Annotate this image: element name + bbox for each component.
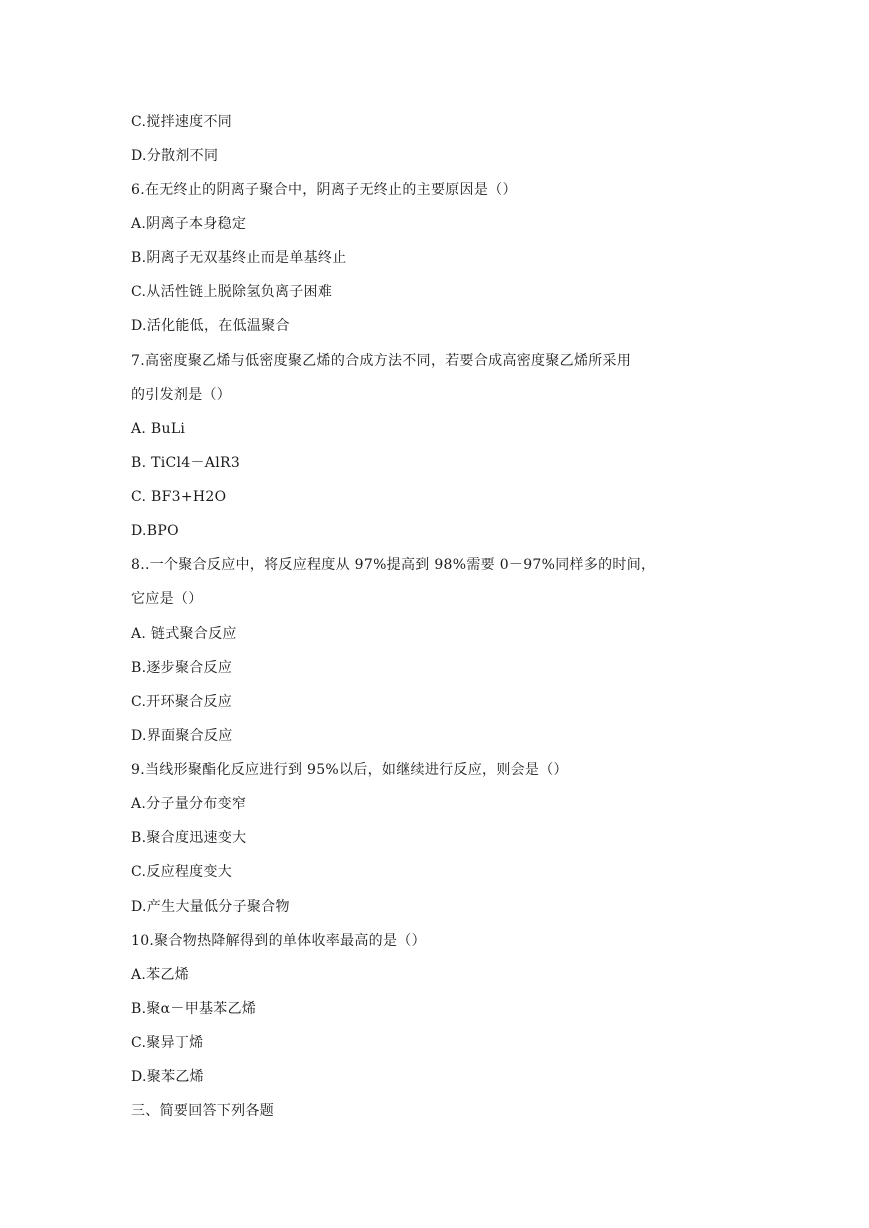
- option-10a: A.苯乙烯: [131, 967, 190, 983]
- option-5c: C.搅拌速度不同: [131, 114, 233, 130]
- option-8a: A. 链式聚合反应: [131, 626, 237, 642]
- option-9d: D.产生大量低分子聚合物: [131, 899, 290, 915]
- option-5d: D.分散剂不同: [131, 148, 219, 164]
- option-8c: C.开环聚合反应: [131, 694, 233, 710]
- option-6d: D.活化能低，在低温聚合: [131, 318, 290, 334]
- option-10d: D.聚苯乙烯: [131, 1069, 204, 1085]
- question-10: 10.聚合物热降解得到的单体收率最高的是（）: [131, 933, 426, 949]
- option-8d: D.界面聚合反应: [131, 728, 233, 744]
- question-6: 6.在无终止的阴离子聚合中，阴离子无终止的主要原因是（）: [131, 182, 517, 198]
- option-8b: B.逐步聚合反应: [131, 660, 233, 676]
- option-6c: C.从活性链上脱除氢负离子困难: [131, 284, 333, 300]
- option-7b: B. TiCl4－AlR3: [131, 455, 241, 471]
- option-9a: A.分子量分布变窄: [131, 796, 247, 812]
- option-9c: C.反应程度变大: [131, 864, 233, 880]
- question-7-line2: 的引发剂是（）: [131, 387, 232, 403]
- question-7-line1: 7.高密度聚乙烯与低密度聚乙烯的合成方法不同，若要合成高密度聚乙烯所采用: [131, 353, 632, 369]
- option-6b: B.阴离子无双基终止而是单基终止: [131, 250, 347, 266]
- option-6a: A.阴离子本身稳定: [131, 216, 247, 232]
- section-3-heading: 三、简要回答下列各题: [131, 1103, 274, 1119]
- question-9: 9.当线形聚酯化反应进行到 95%以后，如继续进行反应，则会是（）: [131, 762, 568, 778]
- question-8-line1: 8..一个聚合反应中，将反应程度从 97%提高到 98%需要 0－97%同样多的时间，: [131, 557, 656, 573]
- question-8-line2: 它应是（）: [131, 591, 203, 607]
- option-7d: D.BPO: [131, 523, 179, 539]
- option-7c: C. BF3+H2O: [131, 489, 227, 505]
- option-7a: A. BuLi: [131, 421, 186, 437]
- option-10c: C.聚异丁烯: [131, 1035, 204, 1051]
- option-10b: B.聚α－甲基苯乙烯: [131, 1001, 257, 1017]
- option-9b: B.聚合度迅速变大: [131, 830, 247, 846]
